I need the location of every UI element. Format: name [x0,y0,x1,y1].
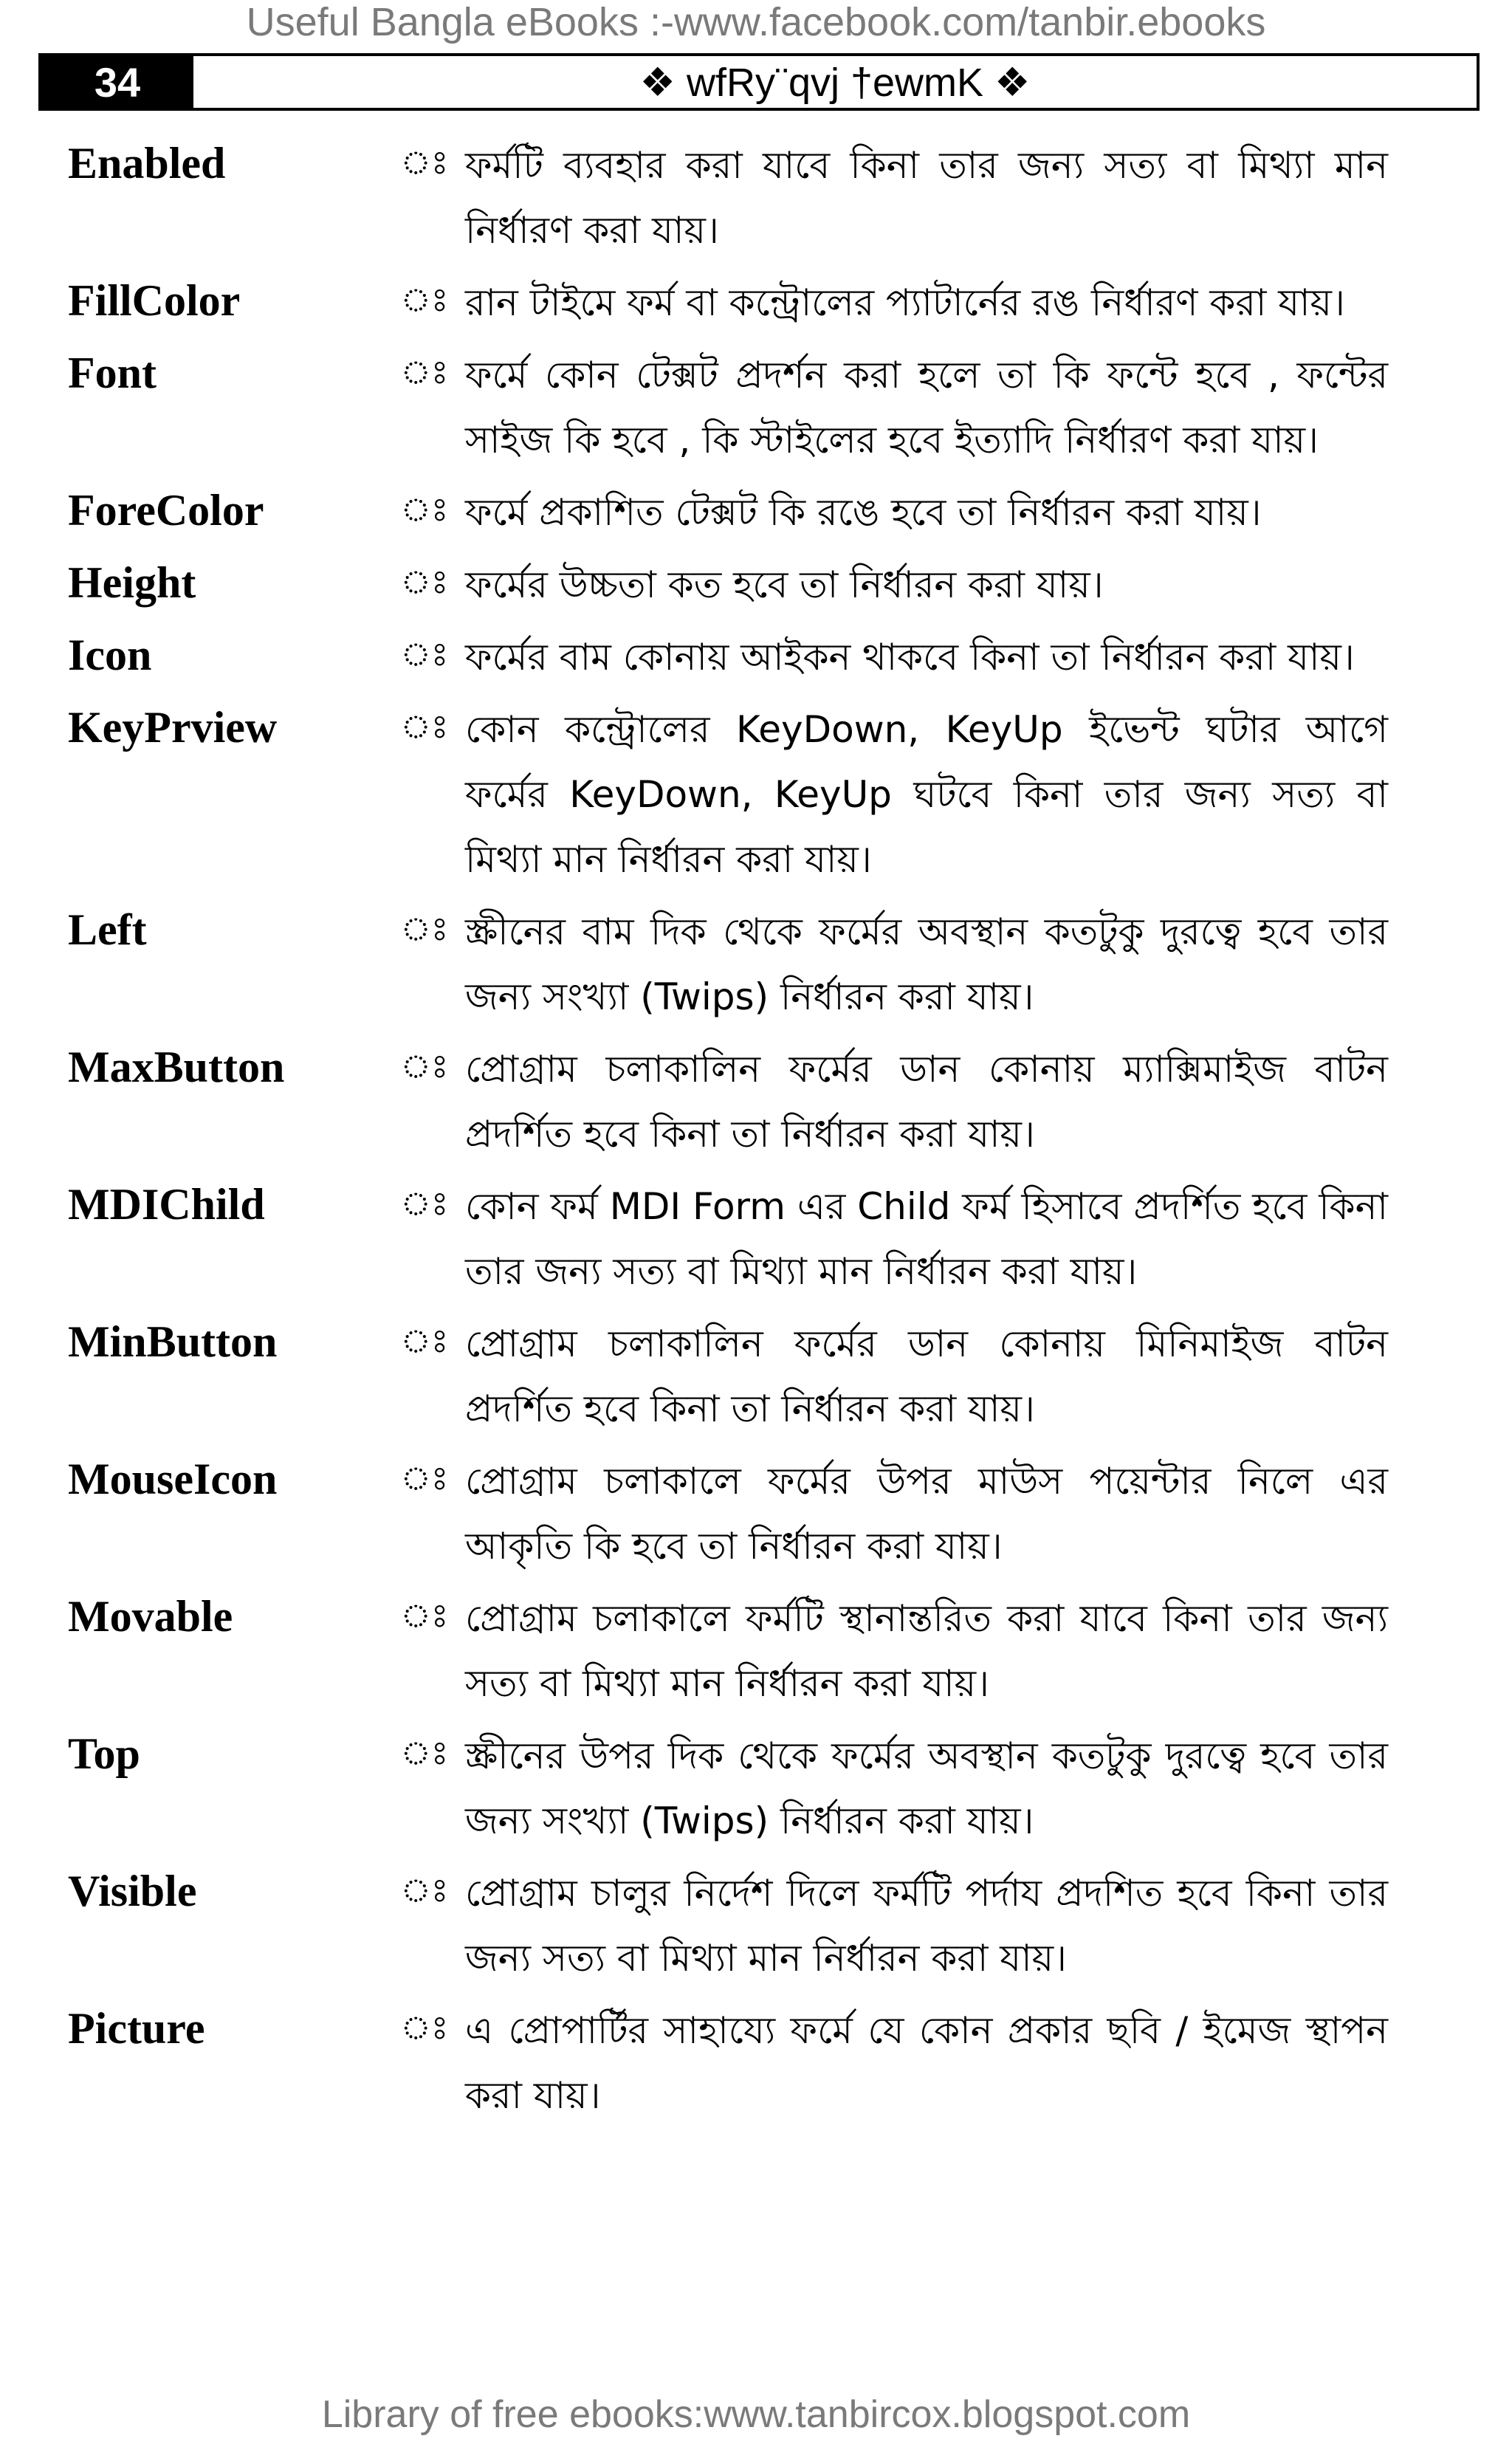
property-entry-fillcolor [0,270,1512,335]
property-description: ফর্মটি ব্যবহার করা যাবে কিনা তার জন্য সত্য বা মিথ্যা মান নির্ধারণ করা যায়। [465,144,1388,252]
property-term: MinButton [68,1317,278,1366]
property-description: কোন কন্ট্রোলের KeyDown, KeyUp ইভেন্ট ঘটার আগে ফর্মের KeyDown, KeyUp ঘটবে কিনা তার জন্য সত্য বা মিথ্যা মান নির্ধারন করা যায়। [465,708,1388,881]
separator: ঃ [400,354,449,391]
property-term: KeyPrview [68,703,278,752]
separator: ঃ [400,491,449,529]
property-description: প্রোগ্রাম চলাকালিন ফর্মের ডান কোনায় ম্যাক্সিমাইজ বাটন প্রদর্শিত হবে কিনা তা নির্ধারন করা যায়। [465,1048,1388,1156]
property-term: Height [68,558,196,607]
page-header [38,53,1480,111]
property-entry-mdichild [0,1174,1512,1304]
property-term: Visible [68,1867,197,1915]
property-term: MDIChild [68,1180,265,1229]
running-title: ❖ wfRy¨qvj †ewmK ❖ [639,60,1031,105]
property-term: Top [68,1729,140,1778]
property-description: ফর্মের বাম কোনায় আইকন থাকবে কিনা তা নির্ধারন করা যায়। [465,636,1355,679]
separator: ঃ [400,1460,449,1497]
property-entry-minbutton [0,1311,1512,1441]
property-description: ফর্মে কোন টেক্সট প্রদর্শন করা হলে তা কি ফন্টে হবে , ফন্টের সাইজ কি হবে , কি স্টাইলের হবে ইত্যাদি নির্ধারণ করা যায়। [465,354,1388,461]
separator: ঃ [400,144,449,182]
property-entry-movable [0,1586,1512,1716]
separator: ঃ [400,1185,449,1223]
property-entry-visible [0,1861,1512,1991]
separator: ঃ [400,636,449,673]
property-description: প্রোগ্রাম চলাকালে ফর্মটি স্থানান্তরিত করা যাবে কিনা তার জন্য সত্য বা মিথ্যা মান নির্ধারন করা যায়। [465,1597,1388,1705]
property-description: প্রোগ্রাম চলাকালে ফর্মের উপর মাউস পয়েন্টার নিলে এর আকৃতি কি হবে তা নির্ধারন করা যায়। [465,1460,1388,1568]
property-term: MaxButton [68,1043,285,1091]
separator: ঃ [400,1597,449,1635]
property-entry-forecolor [0,480,1512,545]
property-entry-picture [0,1998,1512,2128]
top-banner: Useful Bangla eBooks :-www.facebook.com/tanbir.ebooks [246,0,1266,44]
property-term: Picture [68,2004,205,2053]
property-entry-left [0,899,1512,1029]
property-term: FillColor [68,276,241,325]
separator: ঃ [400,2009,449,2047]
property-entry-top [0,1723,1512,1853]
separator: ঃ [400,910,449,948]
property-term: Left [68,905,147,954]
property-term: Font [68,349,157,397]
separator: ঃ [400,1872,449,1909]
property-entry-enabled [0,133,1512,263]
separator: ঃ [400,1048,449,1085]
property-description: ফর্মের উচ্চতা কত হবে তা নির্ধারন করা যায়। [465,563,1104,606]
property-term: Icon [68,631,152,679]
property-description: স্ক্রীনের বাম দিক থেকে ফর্মের অবস্থান কতটুকু দুরত্বে হবে তার জন্য সংখ্যা (Twips) নির্ধারন করা যায়। [465,910,1388,1018]
property-list [0,133,1512,2135]
property-description: প্রোগ্রাম চলাকালিন ফর্মের ডান কোনায় মিনিমাইজ বাটন প্রদর্শিত হবে কিনা তা নির্ধারন করা যায়। [465,1322,1388,1430]
property-entry-font [0,343,1512,473]
separator: ঃ [400,563,449,601]
footer-credit: Library of free ebooks:www.tanbircox.blogspot.com [321,2393,1191,2436]
property-description: স্ক্রীনের উপর দিক থেকে ফর্মের অবস্থান কতটুকু দুরত্বে হবে তার জন্য সংখ্যা (Twips) নির্ধারন করা যায়। [465,1734,1388,1842]
separator: ঃ [400,281,449,319]
property-entry-height [0,552,1512,617]
page-number: 34 [41,56,193,108]
property-term: MouseIcon [68,1455,278,1503]
separator: ঃ [400,1322,449,1360]
property-description: কোন ফর্ম MDI Form এর Child ফর্ম হিসাবে প্রদর্শিত হবে কিনা তার জন্য সত্য বা মিথ্যা মান নির্ধারন করা যায়। [465,1185,1388,1293]
property-entry-maxbutton [0,1037,1512,1167]
separator: ঃ [400,1734,449,1772]
property-description: রান টাইমে ফর্ম বা কন্ট্রোলের প্যাটার্নের রঙ নির্ধারণ করা যায়। [465,281,1345,324]
property-description: প্রোগ্রাম চালুর নির্দেশ দিলে ফর্মটি পর্দায প্রদশিত হবে কিনা তার জন্য সত্য বা মিথ্যা মান নির্ধারন করা যায়। [465,1872,1388,1980]
property-term: Movable [68,1592,233,1641]
property-entry-keypreview [0,697,1512,892]
property-term: Enabled [68,139,226,188]
property-description: ফর্মে প্রকাশিত টেক্সট কি রঙে হবে তা নির্ধারন করা যায়। [465,491,1262,534]
separator: ঃ [400,708,449,746]
property-entry-mouseicon [0,1449,1512,1579]
property-entry-icon [0,625,1512,690]
property-term: ForeColor [68,486,264,535]
property-description: এ প্রোপার্টির সাহায্যে ফর্মে যে কোন প্রকার ছবি / ইমেজ স্থাপন করা যায়। [465,2009,1388,2117]
